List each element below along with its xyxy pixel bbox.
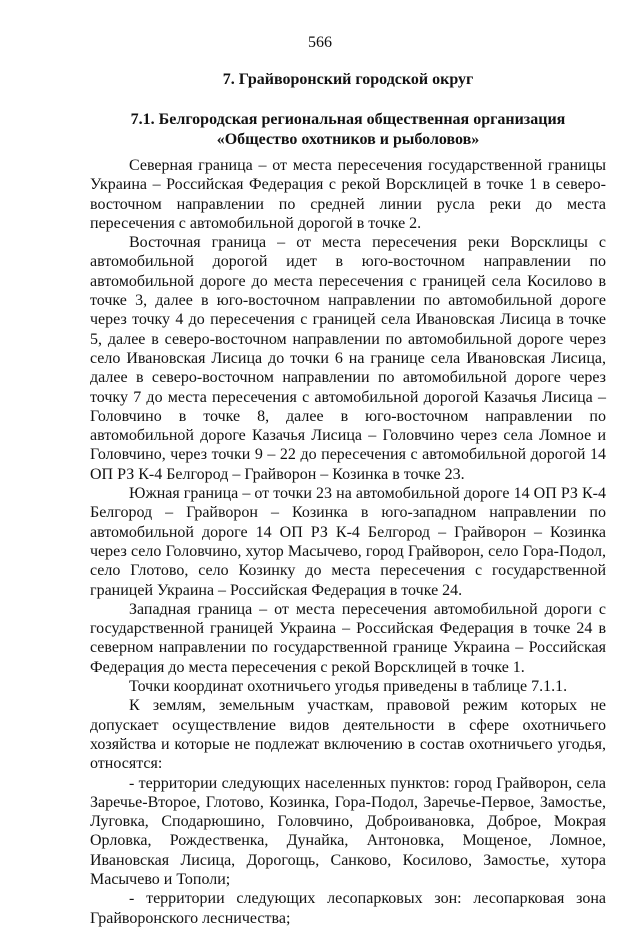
section-heading: 7. Грайворонский городской округ xyxy=(222,71,474,88)
paragraph-southern-border: Южная граница – от точки 23 на автомобильной дороге 14 ОП РЗ К-4 Белгород – Грайворон – Козинка в юго-западном направлении по автомобильной дороге 14 ОП РЗ К-4 Белгород – Грайворон – Козинка через село Головчино, хутор Масычево, город Грайворон, село Гора-Подол, село Глотово, село Козинку до места пересечения с государственной границей Украина – Российская Федерация в точке 24. xyxy=(90,485,606,599)
document-body xyxy=(90,156,606,928)
paragraph-eastern-border: Восточная граница – от места пересечения реки Ворсклицы с автомобильной дорогой идет в юго-восточном направлении по автомобильной дороге до места пересечения с границей села Косилово в точке 3, далее в юго-восточном направлении по автомобильной дороге через точку 4 до пересечения с границей села Ивановская Лисица в точке 5, далее в северо-восточном направлении по автомобильной дороге через село Ивановская Лисица до точки 6 на границе села Ивановская Лисица, далее в северо-восточном направлении по автомобильной дороге через точку 7 до места пересечения с автомобильной дорогой Казачья Лисица – Головчино в точке 8, далее в юго-восточном направлении по автомобильной дороге Казачья Лисица – Головчино через села Ломное и Головчино, через точки 9 – 22 до пересечения с автомобильной дорогой 14 ОП РЗ К-4 Белгород – Грайворон – Козинка в точке 23. xyxy=(90,234,606,483)
subsection-heading-line-1: 7.1. Белгородская региональная общественная организация xyxy=(130,111,566,128)
page-number: 566 xyxy=(308,34,332,51)
paragraph-western-border: Западная граница – от места пересечения автомобильной дороги с государственной границей Украина – Российская Федерация в точке 24 в северном направлении по государственной границе Украина – Российская Федерация до места пересечения с рекой Ворсклицей в точке 1. xyxy=(90,600,606,676)
subsection-heading xyxy=(90,110,606,150)
paragraph-excluded-lands: К землям, земельным участкам, правовой режим которых не допускает осуществление видов деятельности в сфере охотничьего хозяйства и которые не подлежат включению в состав охотничьего угодья, относятся: xyxy=(90,697,606,773)
list-item-forest-park-zones: - территории следующих лесопарковых зон: лесопарковая зона Грайворонского лесничества; xyxy=(90,890,606,927)
subsection-heading-line-2: «Общество охотников и рыболовов» xyxy=(216,131,480,148)
list-item-settlements: - территории следующих населенных пунктов: город Грайворон, села Заречье-Второе, Глотово, Козинка, Гора-Подол, Заречье-Первое, Замостье, Луговка, Сподарюшино, Головчино, Доброивановка, Доброе, Мокрая Орловка, Рождественка, Дунайка, Антоновка, Мощеное, Ломное, Ивановская Лисица, Дорогощь, Санково, Косилово, Замостье, хутора Масычево и Тополи; xyxy=(90,774,606,888)
paragraph-coordinates-ref: Точки координат охотничьего угодья приведены в таблице 7.1.1. xyxy=(129,678,568,696)
paragraph-northern-border: Северная граница – от места пересечения государственной границы Украина – Российская Федерация с рекой Ворсклицей в точке 1 в северо-восточном направлении по средней линии русла реки до места пересечения с автомобильной дорогой в точке 2. xyxy=(90,157,606,232)
